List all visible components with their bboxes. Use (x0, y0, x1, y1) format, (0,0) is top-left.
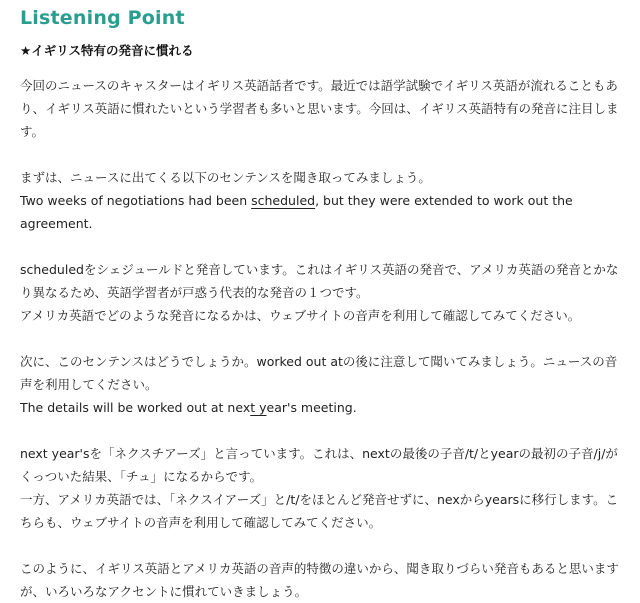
next-year-explanation: next year'sを「ネクスチアーズ」と言っています。これは、nextの最後の子音/t/とyearの最初の子音/j/がくっついた結果、「チュ」になるからです。 (20, 446, 618, 484)
paragraph-spacer (20, 327, 620, 350)
section-subheading: ★イギリス特有の発音に慣れる (20, 43, 194, 58)
sentence-2-before: The details will be worked out at nex (20, 400, 251, 415)
second-instruction: 次に、このセンテンスはどうでしょうか。worked out atの後に注意して聞いてみましょう。ニュースの音声を利用してください。 (20, 354, 618, 392)
underlined-word-scheduled: scheduled (251, 193, 316, 208)
paragraph-spacer (20, 534, 620, 557)
first-instruction: まずは、ニュースに出てくる以下のセンテンスを聞き取ってみましょう。 (20, 170, 431, 185)
example-sentence-2 (20, 396, 620, 419)
section-title: Listening Point (20, 7, 185, 29)
paragraph-spacer (20, 235, 620, 258)
scheduled-explanation: scheduledをシェジュールドと発音しています。これはイギリス英語の発音で、アメリカ英語の発音とかなり異なるため、英語学習者が戸惑う代表的な発音の１つです。 (20, 262, 619, 300)
conclusion-paragraph: このように、イギリス英語とアメリカ英語の音声的特徴の違いから、聞き取りづらい発音もあると思いますが、いろいろなアクセントに慣れていきましょう。 (20, 561, 619, 599)
sentence-2-after: ear's meeting. (266, 400, 357, 415)
intro-paragraph: 今回のニュースのキャスターはイギリス英語話者です。最近では語学試験でイギリス英語が流れることもあり、イギリス英語に慣れたいという学習者も多いと思います。今回は、イギリス英語特有の発音に注目します。 (20, 78, 619, 139)
example-sentence-1 (20, 189, 620, 235)
paragraph-spacer (20, 419, 620, 442)
sentence-1-before: Two weeks of negotiations had been (20, 193, 252, 208)
paragraph-spacer (20, 143, 620, 166)
sentence-1-after: , but they were extended to work out the agreement. (20, 193, 573, 231)
american-pronunciation-note: アメリカ英語でどのような発音になるかは、ウェブサイトの音声を利用して確認してみてください。 (20, 308, 581, 323)
american-next-year-note: 一方、アメリカ英語では、「ネクスイアーズ」と/t/をほとんど発音せずに、nexからyearsに移行します。こちらも、ウェブサイトの音声を利用して確認してみてください。 (20, 492, 619, 530)
underlined-linking-t-y: t y (250, 400, 267, 415)
